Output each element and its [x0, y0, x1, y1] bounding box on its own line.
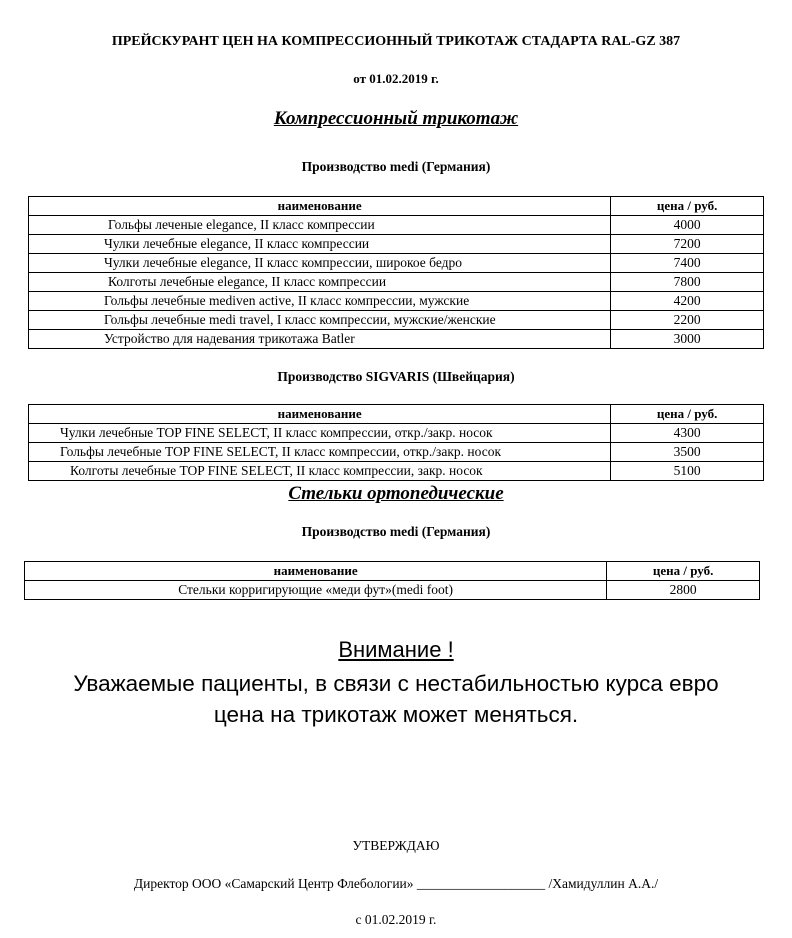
notice-body	[0, 668, 792, 730]
column-header-name: наименование	[29, 405, 611, 424]
table-row	[29, 273, 764, 292]
price-table-medi	[28, 196, 764, 349]
item-price: 7800	[611, 273, 764, 292]
column-header-name: наименование	[25, 562, 607, 581]
table-row	[29, 330, 764, 349]
table-header-row	[29, 197, 764, 216]
producer-medi-heading: Производство medi (Германия)	[301, 159, 491, 174]
approval-signature-line: Директор ООО «Самарский Центр Флебологии» ___________________ /Хамидуллин А.А./	[133, 876, 659, 891]
item-price: 4300	[611, 424, 764, 443]
item-name: Колготы лечебные TOP FINE SELECT, II класс компрессии, закр. носок	[29, 462, 611, 481]
table-row	[25, 581, 760, 600]
producer-sigvaris-heading: Производство SIGVARIS (Швейцария)	[277, 369, 515, 384]
item-name: Гольфы лечебные mediven active, II класс компрессии, мужские	[29, 292, 611, 311]
item-price: 3000	[611, 330, 764, 349]
notice-heading	[0, 637, 792, 663]
document-date: от 01.02.2019 г.	[353, 71, 439, 86]
table-row	[29, 462, 764, 481]
price-table-insoles	[24, 561, 760, 600]
table-row	[29, 216, 764, 235]
notice-heading-text: Внимание !	[338, 637, 454, 662]
item-name: Гольфы лечебные TOP FINE SELECT, II класс компрессии, откр./закр. носок	[29, 443, 611, 462]
table-row	[29, 443, 764, 462]
table-row	[29, 311, 764, 330]
item-name: Колготы лечебные elegance, II класс компрессии	[29, 273, 611, 292]
document-title: ПРЕЙСКУРАНТ ЦЕН НА КОМПРЕССИОННЫЙ ТРИКОТАЖ СТАДАРТА RAL-GZ 387	[111, 34, 681, 49]
section-title-insoles: Стельки ортопедические	[288, 483, 504, 504]
column-header-name: наименование	[29, 197, 611, 216]
table-header-row	[25, 562, 760, 581]
producer-medi-insoles-heading: Производство medi (Германия)	[301, 524, 491, 539]
item-name: Чулки лечебные elegance, II класс компрессии, широкое бедро	[29, 254, 611, 273]
approval-date: с 01.02.2019 г.	[355, 912, 437, 927]
notice-line-1: Уважаемые пациенты, в связи с нестабильностью курса евро	[73, 671, 719, 696]
item-name: Гольфы леченые elegance, II класс компрессии	[29, 216, 611, 235]
item-name: Стельки корригирующие «меди фут»(medi foot)	[25, 581, 607, 600]
table-row	[29, 254, 764, 273]
table-header-row	[29, 405, 764, 424]
section-title-compression: Компрессионный трикотаж	[273, 108, 519, 129]
table-row	[29, 292, 764, 311]
item-name: Гольфы лечебные medi travel, I класс компрессии, мужские/женские	[29, 311, 611, 330]
notice-line-2: цена на трикотаж может меняться.	[213, 702, 579, 727]
item-price: 7400	[611, 254, 764, 273]
item-price: 4200	[611, 292, 764, 311]
item-price: 2200	[611, 311, 764, 330]
item-name: Устройство для надевания трикотажа Batler	[29, 330, 611, 349]
item-price: 3500	[611, 443, 764, 462]
column-header-price: цена / руб.	[607, 562, 760, 581]
item-price: 2800	[607, 581, 760, 600]
item-price: 4000	[611, 216, 764, 235]
item-price: 7200	[611, 235, 764, 254]
approval-label: УТВЕРЖДАЮ	[352, 838, 440, 853]
item-name: Чулки лечебные TOP FINE SELECT, II класс компрессии, откр./закр. носок	[29, 424, 611, 443]
price-table-sigvaris	[28, 404, 764, 481]
column-header-price: цена / руб.	[611, 405, 764, 424]
item-name: Чулки лечебные elegance, II класс компрессии	[29, 235, 611, 254]
column-header-price: цена / руб.	[611, 197, 764, 216]
item-price: 5100	[611, 462, 764, 481]
table-row	[29, 424, 764, 443]
table-row	[29, 235, 764, 254]
